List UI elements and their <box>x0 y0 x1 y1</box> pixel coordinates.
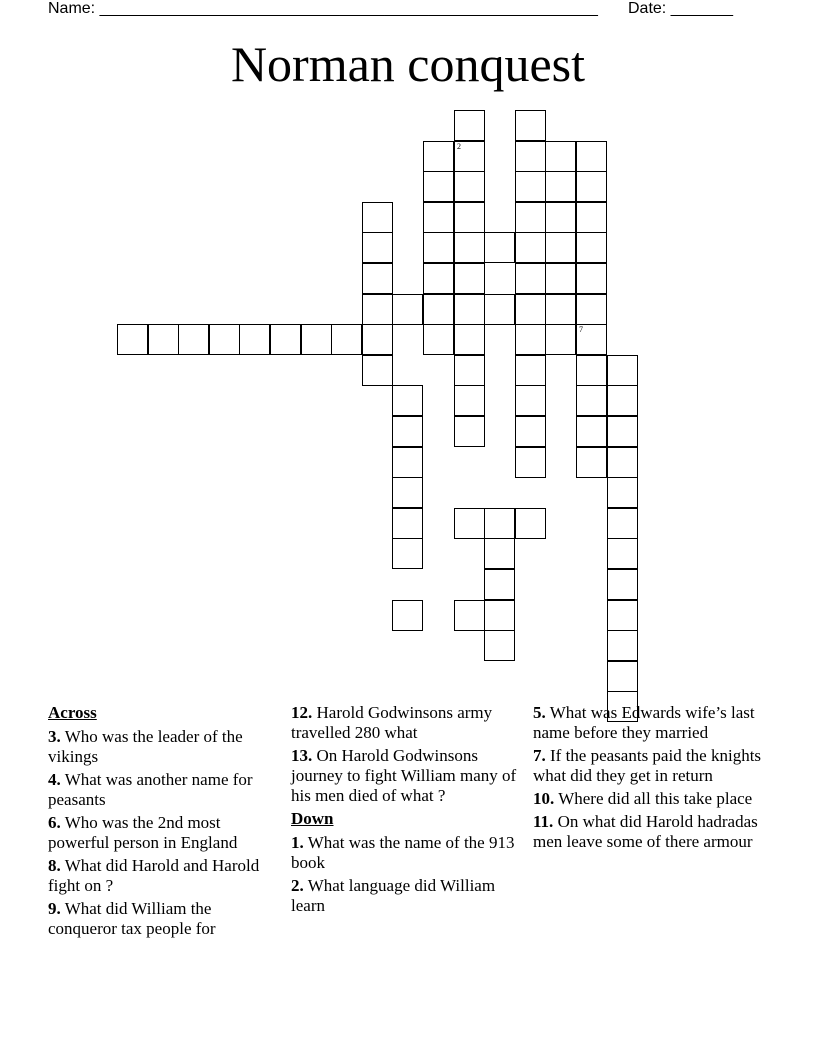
grid-cell[interactable] <box>454 171 485 202</box>
down-heading: Down <box>291 809 334 828</box>
grid-cell[interactable] <box>117 324 148 355</box>
grid-cell[interactable] <box>545 171 576 202</box>
clue-across-12: 12. Harold Godwinsons army travelled 280 what <box>291 703 493 742</box>
grid-cell[interactable] <box>423 294 454 325</box>
grid-cell[interactable] <box>454 141 485 172</box>
grid-cell[interactable] <box>515 355 546 386</box>
grid-cell[interactable] <box>392 416 423 447</box>
grid-cell[interactable] <box>576 416 607 447</box>
grid-cell[interactable] <box>178 324 209 355</box>
grid-cell[interactable] <box>362 294 393 325</box>
clue-column-1 <box>48 703 284 942</box>
grid-cell[interactable] <box>362 355 393 386</box>
grid-cell[interactable] <box>515 294 546 325</box>
grid-cell[interactable] <box>515 171 546 202</box>
grid-cell[interactable] <box>576 385 607 416</box>
grid-cell[interactable] <box>515 385 546 416</box>
clue-number: 2 <box>457 142 461 151</box>
grid-cell[interactable] <box>515 324 546 355</box>
grid-cell[interactable] <box>392 600 423 631</box>
grid-cell[interactable] <box>331 324 362 355</box>
grid-cell[interactable] <box>515 447 546 478</box>
clue-column-3 <box>533 703 769 855</box>
grid-cell[interactable] <box>607 569 638 600</box>
clue-across-6: 6. Who was the 2nd most powerful person in England <box>48 813 238 852</box>
grid-cell[interactable] <box>607 416 638 447</box>
grid-cell[interactable] <box>454 232 485 263</box>
grid-cell[interactable] <box>454 508 485 539</box>
grid-cell[interactable] <box>392 508 423 539</box>
grid-cell[interactable] <box>454 202 485 233</box>
clue-down-11: 11. On what did Harold hadradas men leave some of there armour <box>533 812 758 851</box>
grid-cell[interactable] <box>392 447 423 478</box>
grid-cell[interactable] <box>392 477 423 508</box>
grid-cell[interactable] <box>545 263 576 294</box>
grid-cell[interactable] <box>423 324 454 355</box>
grid-cell[interactable] <box>454 600 485 631</box>
grid-cell[interactable] <box>454 294 485 325</box>
grid-cell[interactable] <box>301 324 332 355</box>
grid-cell[interactable] <box>484 294 515 325</box>
grid-cell[interactable] <box>607 538 638 569</box>
grid-cell[interactable] <box>392 294 423 325</box>
grid-cell[interactable] <box>576 324 607 355</box>
grid-cell[interactable] <box>454 263 485 294</box>
grid-cell[interactable] <box>607 447 638 478</box>
grid-cell[interactable] <box>607 477 638 508</box>
grid-cell[interactable] <box>607 661 638 692</box>
clue-down-1: 1. What was the name of the 913 book <box>291 833 515 872</box>
grid-cell[interactable] <box>576 355 607 386</box>
grid-cell[interactable] <box>423 263 454 294</box>
grid-cell[interactable] <box>607 385 638 416</box>
grid-cell[interactable] <box>576 232 607 263</box>
grid-cell[interactable] <box>270 324 301 355</box>
grid-cell[interactable] <box>454 324 485 355</box>
name-field[interactable]: Name: ________________________________________________________ <box>48 0 598 17</box>
grid-cell[interactable] <box>545 232 576 263</box>
grid-cell[interactable] <box>484 232 515 263</box>
grid-cell[interactable] <box>239 324 270 355</box>
clue-number: 7 <box>579 325 583 334</box>
clue-across-4: 4. What was another name for peasants <box>48 770 253 809</box>
grid-cell[interactable] <box>607 630 638 661</box>
grid-cell[interactable] <box>362 232 393 263</box>
grid-cell[interactable] <box>515 508 546 539</box>
grid-cell[interactable] <box>209 324 240 355</box>
grid-cell[interactable] <box>545 141 576 172</box>
grid-cell[interactable] <box>515 416 546 447</box>
grid-cell[interactable] <box>484 508 515 539</box>
grid-cell[interactable] <box>515 232 546 263</box>
grid-cell[interactable] <box>362 324 393 355</box>
grid-cell[interactable] <box>545 324 576 355</box>
grid-cell[interactable] <box>148 324 179 355</box>
grid-cell[interactable] <box>454 355 485 386</box>
grid-cell[interactable] <box>362 202 393 233</box>
grid-cell[interactable] <box>607 508 638 539</box>
grid-cell[interactable] <box>423 202 454 233</box>
date-field[interactable]: Date: _______ <box>628 0 733 17</box>
clue-across-13: 13. On Harold Godwinsons journey to fight William many of his men died of what ? <box>291 746 517 805</box>
page-title: Norman conquest <box>230 36 586 92</box>
grid-cell[interactable] <box>545 202 576 233</box>
grid-cell[interactable] <box>484 600 515 631</box>
grid-cell[interactable] <box>362 263 393 294</box>
grid-cell[interactable] <box>423 171 454 202</box>
grid-cell[interactable] <box>515 263 546 294</box>
clue-down-10: 10. Where did all this take place <box>533 789 753 808</box>
grid-cell[interactable] <box>484 630 515 661</box>
across-heading: Across <box>48 703 97 722</box>
grid-cell[interactable] <box>576 202 607 233</box>
grid-cell[interactable] <box>607 355 638 386</box>
grid-cell[interactable] <box>515 202 546 233</box>
grid-cell[interactable] <box>576 447 607 478</box>
grid-cell[interactable] <box>454 110 485 141</box>
clue-across-8: 8. What did Harold and Harold fight on ? <box>48 856 260 895</box>
clue-down-7: 7. If the peasants paid the knights what did they get in return <box>533 746 762 785</box>
grid-cell[interactable] <box>576 141 607 172</box>
grid-cell[interactable] <box>454 385 485 416</box>
grid-cell[interactable] <box>454 416 485 447</box>
clue-column-2 <box>291 703 527 919</box>
grid-cell[interactable] <box>423 141 454 172</box>
grid-cell[interactable] <box>545 294 576 325</box>
grid-cell[interactable] <box>576 294 607 325</box>
grid-cell[interactable] <box>423 232 454 263</box>
clue-across-3: 3. Who was the leader of the vikings <box>48 727 243 766</box>
clue-down-5: 5. What was Edwards wife’s last name before they married <box>533 703 755 742</box>
grid-cell[interactable] <box>576 263 607 294</box>
grid-cell[interactable] <box>392 385 423 416</box>
grid-cell[interactable] <box>392 538 423 569</box>
grid-cell[interactable] <box>484 538 515 569</box>
clue-down-2: 2. What language did William learn <box>291 876 496 915</box>
grid-cell[interactable] <box>607 600 638 631</box>
grid-cell[interactable] <box>576 171 607 202</box>
grid-cell[interactable] <box>515 110 546 141</box>
grid-cell[interactable] <box>515 141 546 172</box>
grid-cell[interactable] <box>484 569 515 600</box>
clue-across-9: 9. What did William the conqueror tax people for <box>48 899 216 938</box>
